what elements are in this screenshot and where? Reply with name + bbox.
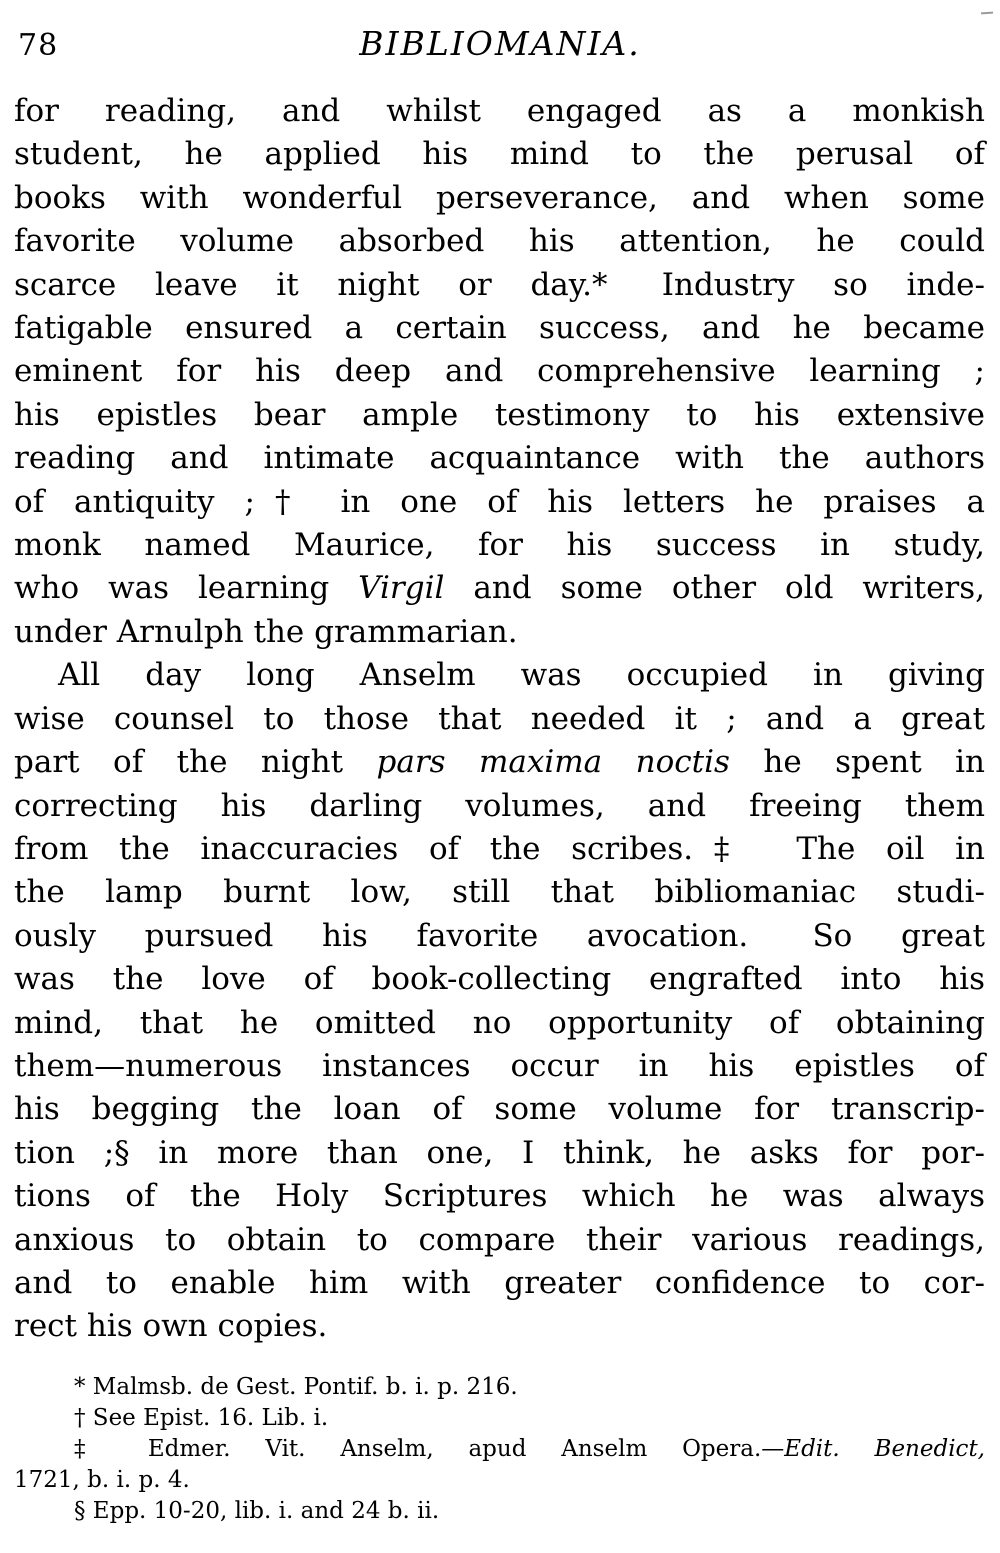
text-segment: fatigable ensured a certain success, and he became [14,310,985,347]
text-segment: he spent in [729,744,985,781]
text-line [14,133,985,176]
text-line [14,741,985,784]
italic-text: Edit. Benedict, [784,1436,985,1462]
italic-text: Virgil [358,570,445,607]
text-line [14,1434,985,1465]
paragraph [14,654,985,1349]
text-line [14,177,985,220]
text-segment: and some other old writers, [444,570,986,607]
text-line [14,611,985,654]
text-segment: of antiquity ;† in one of his letters he praises a [14,483,985,520]
text-line [14,1045,985,1088]
text-segment: * Malmsb. de Gest. Pontif. b. i. p. 216. [74,1374,518,1400]
text-line [14,307,985,350]
paragraph [14,90,985,654]
text-segment: his begging the loan of some volume for transcrip- [14,1091,985,1128]
text-line [14,1305,985,1348]
text-line [14,567,985,610]
text-segment: ously pursued his favorite avocation. So great [14,917,985,954]
text-segment: ‡ Edmer. Vit. Anselm, apud Anselm Opera.— [74,1436,785,1462]
text-segment: his epistles bear ample testimony to his extensive [14,396,985,433]
text-line [14,524,985,567]
text-segment: from the inaccuracies of the scribes.‡ The oil in [14,830,985,867]
text-line [14,1088,985,1131]
text-segment: them—numerous instances occur in his epistles of [14,1047,985,1084]
text-line [14,1403,985,1434]
text-segment: wise counsel to those that needed it ; and a great [14,700,985,737]
text-line [14,437,985,480]
text-segment: student, he applied his mind to the perusal of [14,136,985,173]
text-segment: tions of the Holy Scriptures which he was always [14,1178,985,1215]
text-line [14,828,985,871]
text-line [14,1262,985,1305]
text-line [14,958,985,1001]
text-segment: who was learning [14,570,359,607]
text-segment: 1721, b. i. p. 4. [14,1467,190,1493]
text-line [14,220,985,263]
text-segment: reading and intimate acquaintance with the authors [14,440,985,477]
text-segment: rect his own copies. [14,1308,328,1345]
page-number: 78 [18,28,59,63]
scan-artifact-mark [981,12,993,15]
text-line [14,394,985,437]
text-line [14,350,985,393]
text-line [14,1219,985,1262]
text-segment: and to enable him with greater confidence to cor- [14,1264,985,1301]
italic-text: pars maxima noctis [376,744,730,781]
text-line [14,871,985,914]
text-segment: tion ;§ in more than one, I think, he asks for por- [14,1134,985,1171]
text-line [14,1372,985,1403]
text-segment: correcting his darling volumes, and freeing them [14,787,985,824]
page-header [16,24,984,80]
text-line [14,264,985,307]
text-line [14,654,985,697]
text-segment: was the love of book-collecting engrafted into his [14,961,985,998]
text-segment: the lamp burnt low, still that bibliomaniac studi- [14,874,985,911]
text-line [14,481,985,524]
text-segment: anxious to obtain to compare their various readings, [14,1221,985,1258]
text-line [14,1132,985,1175]
text-segment: part of the night [14,744,377,781]
text-line [14,1002,985,1045]
body-text [14,90,985,1349]
text-segment: † See Epist. 16. Lib. i. [74,1405,329,1431]
text-segment: All day long Anselm was occupied in giving [58,657,985,694]
text-segment: books with wonderful perseverance, and when some [14,179,985,216]
text-line [14,698,985,741]
text-segment: mind, that he omitted no opportunity of obtaining [14,1004,985,1041]
text-line [14,785,985,828]
footnotes [14,1372,985,1527]
text-line [14,90,985,133]
text-segment: for reading, and whilst engaged as a monkish [14,93,985,129]
text-segment: scarce leave it night or day.* Industry so inde- [14,266,985,303]
text-segment: eminent for his deep and comprehensive learning ; [14,353,985,390]
text-line [14,1175,985,1218]
text-segment: under Arnulph the grammarian. [14,613,518,650]
running-title: BIBLIOMANIA. [359,24,641,63]
text-line [14,1465,985,1496]
text-segment: monk named Maurice, for his success in study, [14,527,985,564]
text-segment: favorite volume absorbed his attention, he could [14,223,985,260]
text-line [14,915,985,958]
text-line [14,1496,985,1527]
text-segment: § Epp. 10-20, lib. i. and 24 b. ii. [74,1498,440,1524]
